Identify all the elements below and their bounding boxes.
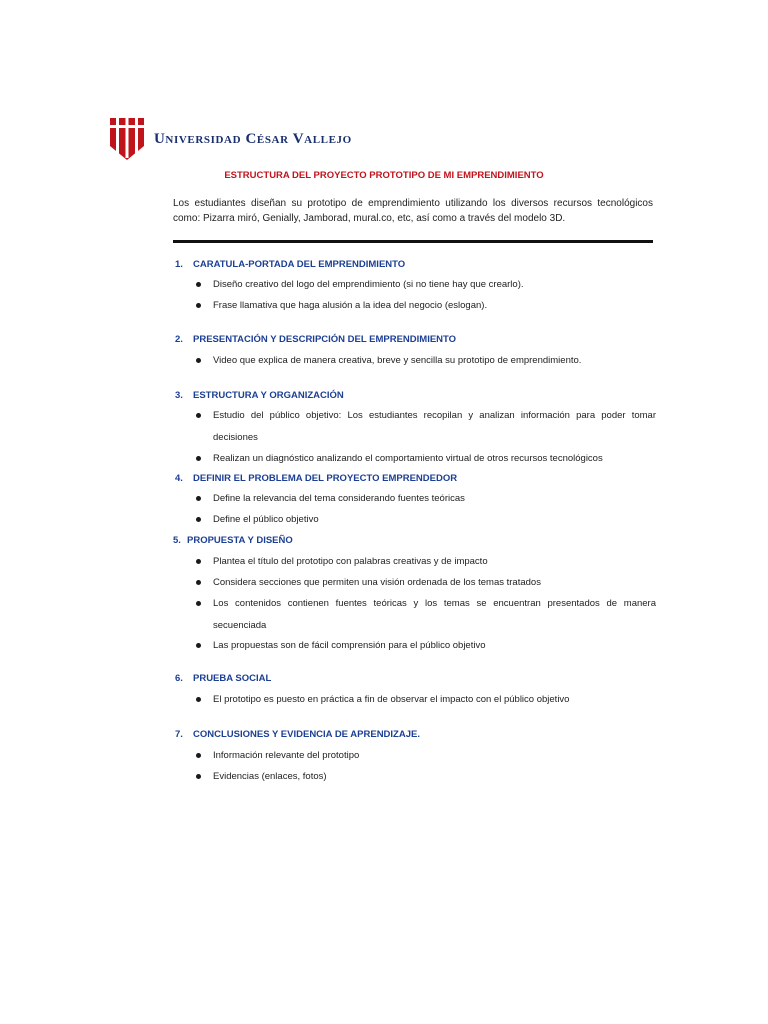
- section-heading-text: PRESENTACIÓN Y DESCRIPCIÓN DEL EMPRENDIMIENTO: [193, 334, 457, 345]
- bullet-icon: [196, 496, 201, 501]
- intro-paragraph: Los estudiantes diseñan su prototipo de emprendimiento utilizando los diversos recursos tecnológicos como: Pizarra miró, Genially, Jamborad, mural.co, etc, así como a través del modelo 3D.: [173, 198, 653, 224]
- list-item: [196, 350, 656, 372]
- list-item-text: Realizan un diagnóstico analizando el comportamiento virtual de otros recursos tecnológicos: [213, 453, 603, 464]
- section-number: 4.: [175, 473, 183, 484]
- university-logo-icon: [108, 116, 146, 162]
- section-number: 3.: [175, 390, 183, 401]
- section-number: 2.: [175, 334, 183, 345]
- section-number: 5.: [173, 535, 181, 546]
- list-item: [196, 766, 656, 788]
- bullet-icon: [196, 643, 201, 648]
- divider-rule: [173, 240, 653, 243]
- list-item-text: Video que explica de manera creativa, breve y sencilla su prototipo de emprendimiento.: [213, 355, 582, 366]
- section-heading-text: ESTRUCTURA Y ORGANIZACIÓN: [193, 390, 344, 401]
- bullet-icon: [196, 559, 201, 564]
- section-heading-4: [175, 473, 457, 484]
- list-item-text: Frase llamativa que haga alusión a la idea del negocio (eslogan).: [213, 300, 488, 311]
- list-item-text: Define el público objetivo: [213, 514, 319, 525]
- university-header: [108, 116, 352, 162]
- list-item-text: Información relevante del prototipo: [213, 750, 360, 761]
- section-heading-1: [175, 259, 405, 270]
- list-item: [196, 488, 656, 510]
- bullet-icon: [196, 601, 201, 606]
- list-item-text: Estudio del público objetivo: Los estudiantes recopilan y analizan información para poder tomar decisiones: [213, 410, 656, 443]
- section-heading-text: PROPUESTA Y DISEÑO: [187, 535, 293, 546]
- bullet-icon: [196, 774, 201, 779]
- bullet-icon: [196, 282, 201, 287]
- section-heading-7: [175, 729, 420, 740]
- section-heading-text: DEFINIR EL PROBLEMA DEL PROYECTO EMPRENDEDOR: [193, 473, 458, 484]
- section-heading-text: CONCLUSIONES Y EVIDENCIA DE APRENDIZAJE.: [193, 729, 420, 740]
- document-title: ESTRUCTURA DEL PROYECTO PROTOTIPO DE MI EMPRENDIMIENTO: [224, 170, 544, 181]
- bullet-icon: [196, 303, 201, 308]
- list-item: [196, 635, 656, 657]
- section-number: 6.: [175, 673, 183, 684]
- list-item-text: Los contenidos contienen fuentes teóricas y los temas se encuentran presentados de manera secuenciada: [213, 598, 656, 631]
- section-number: 1.: [175, 259, 183, 270]
- list-item: [196, 551, 656, 573]
- section-heading-6: [175, 673, 271, 684]
- list-item: [196, 593, 656, 637]
- bullet-icon: [196, 358, 201, 363]
- bullet-icon: [196, 456, 201, 461]
- bullet-icon: [196, 517, 201, 522]
- list-item: [196, 448, 656, 470]
- list-item: [196, 509, 656, 531]
- bullet-icon: [196, 580, 201, 585]
- section-heading-5: [173, 535, 293, 546]
- list-item-text: El prototipo es puesto en práctica a fin de observar el impacto con el público objetivo: [213, 694, 570, 705]
- bullet-icon: [196, 753, 201, 758]
- list-item: [196, 274, 656, 296]
- bullet-icon: [196, 697, 201, 702]
- list-item-text: Considera secciones que permiten una visión ordenada de los temas tratados: [213, 577, 541, 588]
- section-number: 7.: [175, 729, 183, 740]
- bullet-icon: [196, 413, 201, 418]
- section-heading-3: [175, 390, 344, 401]
- list-item-text: Define la relevancia del tema considerando fuentes teóricas: [213, 493, 465, 504]
- university-name: Universidad César Vallejo: [154, 130, 352, 147]
- list-item: [196, 295, 656, 317]
- list-item: [196, 405, 656, 449]
- section-heading-text: CARATULA-PORTADA DEL EMPRENDIMIENTO: [193, 259, 406, 270]
- list-item-text: Plantea el título del prototipo con palabras creativas y de impacto: [213, 556, 488, 567]
- section-heading-2: [175, 334, 456, 345]
- list-item-text: Evidencias (enlaces, fotos): [213, 771, 327, 782]
- section-heading-text: PRUEBA SOCIAL: [193, 673, 272, 684]
- list-item-text: Diseño creativo del logo del emprendimiento (si no tiene hay que crearlo).: [213, 279, 524, 290]
- list-item-text: Las propuestas son de fácil comprensión para el público objetivo: [213, 640, 486, 651]
- list-item: [196, 745, 656, 767]
- list-item: [196, 572, 656, 594]
- list-item: [196, 689, 656, 711]
